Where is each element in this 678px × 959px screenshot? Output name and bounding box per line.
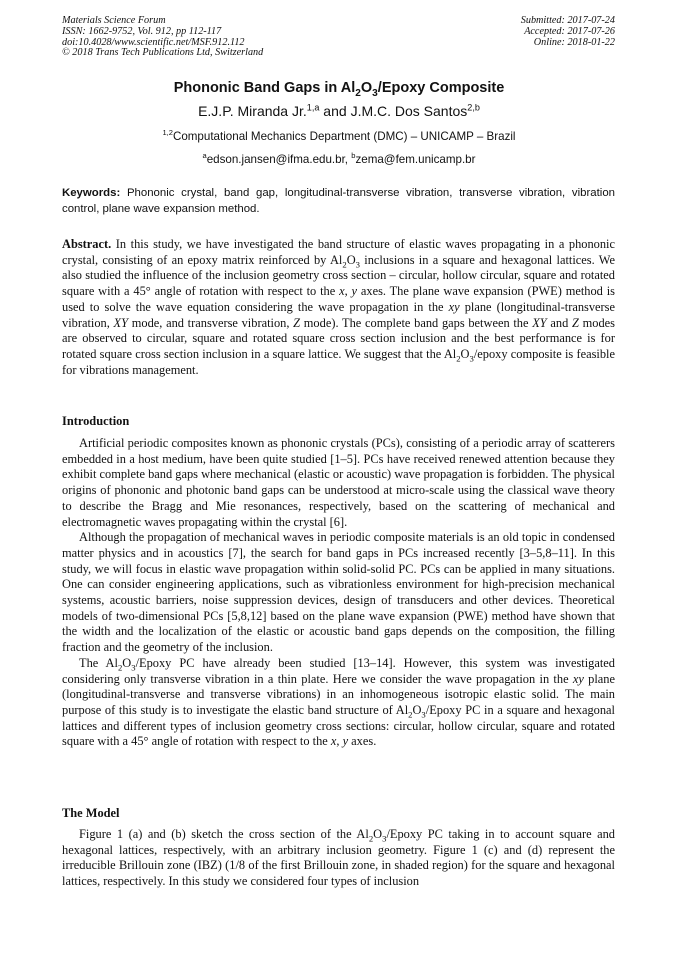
online-date: Online: 2018-01-22 — [533, 36, 615, 48]
introduction-body — [62, 436, 615, 750]
abstract: Abstract. In this study, we have investigated the band structure of elastic waves propagating in a phononic crystal, consisting of an epoxy matrix reinforced by $Al_2O_3$ inclusions in a square and hexagonal lattices. We also studied the influence of the inclusion geometry cross section – circular, hollow circular, square and rotated square with a 45° angle of rotation with respect to the x, y axes. The plane wave expansion (PWE) method is used to solve the wave equation considering the wave propagation in the xy plane (longitudinal-transverse vibration, XY mode, and transverse vibration, Z mode). The complete band gaps between the XY and Z modes are observed to circular, square and rotated square cross section inclusion and the best performance is for rotated square cross section inclusion in a square lattice. We suggest that the $Al_2O_3$/epoxy composite is feasible for vibrations management. — [62, 237, 615, 377]
email-link-a[interactable]: edson.jansen@ifma.edu.br, — [206, 153, 352, 166]
introduction-heading: Introduction — [62, 414, 130, 428]
keywords: Keywords: Phononic crystal, band gap, longitudinal-transverse vibration, transverse vibration, vibration control, plane wave expansion method. — [62, 187, 615, 215]
accepted-date: Accepted: 2017-07-26 — [524, 25, 615, 37]
copyright: © 2018 Trans Tech Publications Ltd, Switzerland — [62, 47, 264, 59]
model-body — [62, 827, 615, 890]
author-emails: $^a$edson.jansen@ifma.edu.br, $^b$zema@fem.unicamp.br — [202, 151, 476, 166]
paper-title: Phononic Band Gaps in $Al_2O_3$/Epoxy Composite — [173, 80, 505, 99]
journal-name: Materials Science Forum — [62, 15, 166, 26]
issn: ISSN: 1662-9752, Vol. 912, pp 112-117 — [62, 25, 222, 37]
intro-paragraph-3: The $Al_2O_3$/Epoxy PC have already been studied [13–14]. However, this system was investigated considering only transverse vibration in a thin plate. Here we consider the wave propagation in the xy plane (longitudinal-transverse and transverse vibrations) in an inhomogeneous isotropic elastic solid. The main purpose of this study is to investigate the elastic band structure of $Al_2O_3$/Epoxy PC in a square and hexagonal lattices and different types of inclusion geometry cross sections: circular, hollow circular, square and rotated square with a 45° angle of rotation with respect to the x, y axes. — [62, 655, 616, 749]
author-1: E.J.P. Miranda Jr. — [198, 103, 307, 119]
submission-dates — [521, 16, 615, 48]
journal-info — [62, 16, 263, 59]
email-link-b[interactable]: zema@fem.unicamp.br — [355, 153, 476, 166]
authors: E.J.P. Miranda Jr.$^{1,a}$ and J.M.C. Dos Santos$^{2,b}$ — [198, 102, 480, 119]
keywords-label: Keywords: — [62, 187, 121, 199]
abstract-label: Abstract. — [62, 237, 112, 251]
intro-paragraph-1: Artificial periodic composites known as phononic crystals (PCs), consisting of a periodic array of scatterers embedded in a host medium, have been quite studied [1–5]. PCs have received renewed attention because they exhibit complete band gaps where mechanical (elastic or acoustic) wave propagation is forbidden. The physical origins of phononic and photonic band gaps can be understood at micro-scale using the classical wave theory to describe the Bragg and Mie resonances, respectively, based on the scattering of mechanical and electromagnetic waves propagating within the crystal [6]. — [62, 436, 615, 529]
doi[interactable]: doi:10.4028/www.scientific.net/MSF.912.112 — [62, 36, 245, 48]
affiliation: $^{1,2}$Computational Mechanics Department (DMC) – UNICAMP – Brazil — [162, 128, 516, 143]
intro-paragraph-2: Although the propagation of mechanical waves in periodic composite materials is an old topic in condensed matter physics and in acoustics [7], the search for band gaps in PCs increased recently [3–5,8–11]. In this study, we will focus in elastic wave propagation within solid-solid PC. PCs can be applied in many situations. One can consider engineering applications, such as vibrationless environment for high-precision mechanical systems, acoustic barriers, noise suppression devices, design of transducers and other devices. Theoretical models of two-dimensional PCs [5,8,12] based on the plane wave expansion (PWE) method have shown that the width and the localization of the elastic or acoustic band gaps depends on the composition, the filling fraction and the geometry of the inclusion. — [62, 530, 615, 655]
author-2: J.M.C. Dos Santos — [350, 103, 468, 119]
submitted-date: Submitted: 2017-07-24 — [520, 15, 615, 26]
model-heading: The Model — [62, 806, 120, 820]
model-paragraph-1: Figure 1 (a) and (b) sketch the cross section of the $Al_2O_3$/Epoxy PC taking in to account square and hexagonal lattices, respectively, with an arbitrary inclusion geometry. Figure 1 (c) and (d) represent the irreducible Brillouin zone (IBZ) (1/8 of the first Brillouin zone, in shaded region) for the square and hexagonal lattices, respectively. In this study we considered four types of inclusion — [62, 827, 615, 889]
